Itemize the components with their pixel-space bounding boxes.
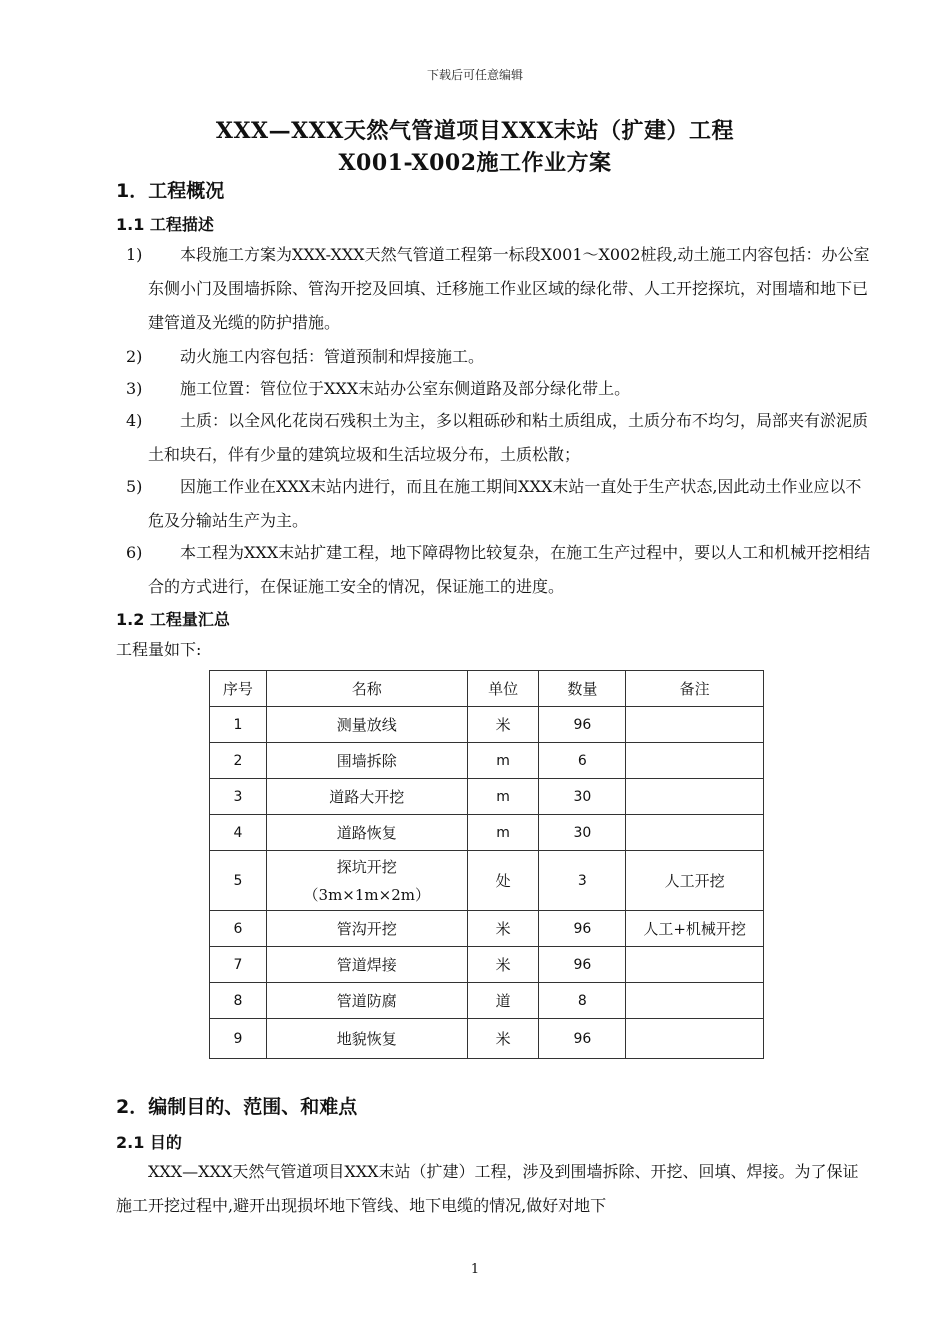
- list-item-number: 2): [126, 347, 143, 366]
- cell-no: 2: [210, 743, 267, 779]
- list-item: [116, 340, 876, 374]
- cell-name-line: 探坑开挖: [336, 857, 397, 876]
- table-row: [210, 947, 764, 983]
- table-header-row: [210, 671, 764, 707]
- list-item-number: 6): [126, 543, 143, 562]
- cell-note: 人工+机械开挖: [626, 911, 764, 947]
- section-2-1-heading: 2.1 目的: [116, 1133, 182, 1152]
- cell-note: [626, 983, 764, 1019]
- cell-no: 9: [210, 1019, 267, 1059]
- section-1-heading: 1．工程概况: [116, 180, 225, 202]
- cell-name: 地貌恢复: [266, 1019, 467, 1059]
- cell-qty: 30: [539, 815, 626, 851]
- cell-unit: 道: [467, 983, 539, 1019]
- cell-unit: 米: [467, 707, 539, 743]
- page-number: 1: [470, 1262, 480, 1277]
- list-item-text: 本工程为XXX末站扩建工程，地下障碍物比较复杂，在施工生产过程中，要以人工和机械开挖相结合的方式进行，在保证施工安全的情况，保证施工的进度。: [148, 543, 871, 596]
- section-1-2-heading: 1.2 工程量汇总: [116, 610, 230, 629]
- cell-note: 人工开挖: [626, 851, 764, 911]
- list-item-number: 1): [126, 245, 143, 264]
- table-row: [210, 983, 764, 1019]
- document-subtitle: X001-X002施工作业方案: [338, 150, 612, 176]
- table-row: [210, 911, 764, 947]
- cell-qty: 96: [539, 911, 626, 947]
- list-item-text: 土质：以全风化花岗石残积土为主，多以粗砾砂和粘土质组成，土质分布不均匀，局部夹有淤泥质土和块石，伴有少量的建筑垃圾和生活垃圾分布，土质松散；: [148, 411, 869, 464]
- cell-name-dimensions: （3m×1m×2m）: [303, 885, 430, 904]
- cell-name: 管道防腐: [266, 983, 467, 1019]
- list-item: [116, 470, 876, 538]
- cell-no: 8: [210, 983, 267, 1019]
- cell-unit: 米: [467, 911, 539, 947]
- cell-name: [266, 851, 467, 911]
- section-1-1-heading: 1.1 工程描述: [116, 215, 214, 234]
- cell-name: 道路大开挖: [266, 779, 467, 815]
- list-item-text: 施工位置：管位位于XXX末站办公室东侧道路及部分绿化带上。: [180, 379, 631, 398]
- column-header: 名称: [266, 671, 467, 707]
- table-row: [210, 1019, 764, 1059]
- list-item-text: 动火施工内容包括：管道预制和焊接施工。: [180, 347, 485, 366]
- list-item-number: 5): [126, 477, 143, 496]
- cell-unit: m: [467, 815, 539, 851]
- cell-no: 6: [210, 911, 267, 947]
- page-header: 下载后可任意编辑: [426, 68, 523, 82]
- cell-note: [626, 947, 764, 983]
- list-item: [116, 404, 876, 472]
- cell-no: 4: [210, 815, 267, 851]
- quantity-table: [209, 670, 764, 1059]
- list-item: [116, 238, 876, 340]
- column-header: 序号: [210, 671, 267, 707]
- column-header: 数量: [539, 671, 626, 707]
- cell-no: 3: [210, 779, 267, 815]
- cell-no: 5: [210, 851, 267, 911]
- column-header: 单位: [467, 671, 539, 707]
- column-header: 备注: [626, 671, 764, 707]
- cell-note: [626, 815, 764, 851]
- cell-qty: 96: [539, 1019, 626, 1059]
- cell-name: 道路恢复: [266, 815, 467, 851]
- cell-name: 围墙拆除: [266, 743, 467, 779]
- cell-note: [626, 743, 764, 779]
- cell-name: 管道焊接: [266, 947, 467, 983]
- cell-unit: 米: [467, 947, 539, 983]
- list-item: [116, 372, 876, 406]
- section-2-1-paragraph: XXX—XXX天然气管道项目XXX末站（扩建）工程，涉及到围墙拆除、开挖、回填、焊接。为了保证施工开挖过程中,避开出现损坏地下管线、地下电缆的情况,做好对地下: [116, 1162, 859, 1215]
- list-item: [116, 536, 876, 604]
- cell-no: 1: [210, 707, 267, 743]
- cell-unit: m: [467, 743, 539, 779]
- cell-name: 测量放线: [266, 707, 467, 743]
- cell-qty: 96: [539, 707, 626, 743]
- document-title: XXX—XXX天然气管道项目XXX末站（扩建）工程: [215, 118, 735, 144]
- cell-name: 管沟开挖: [266, 911, 467, 947]
- list-item-number: 4): [126, 411, 143, 430]
- cell-qty: 6: [539, 743, 626, 779]
- table-row: [210, 707, 764, 743]
- cell-unit: 米: [467, 1019, 539, 1059]
- table-row: [210, 743, 764, 779]
- cell-qty: 8: [539, 983, 626, 1019]
- cell-note: [626, 1019, 764, 1059]
- list-item-text: 因施工作业在XXX末站内进行，而且在施工期间XXX末站一直处于生产状态,因此动土作业应以不危及分输站生产为主。: [148, 477, 862, 530]
- section-2-heading: 2．编制目的、范围、和难点: [116, 1096, 358, 1118]
- table-row: [210, 779, 764, 815]
- table-intro: 工程量如下:: [116, 640, 202, 659]
- cell-no: 7: [210, 947, 267, 983]
- table-row: [210, 815, 764, 851]
- cell-note: [626, 707, 764, 743]
- cell-qty: 3: [539, 851, 626, 911]
- cell-qty: 30: [539, 779, 626, 815]
- list-item-text: 本段施工方案为XXX-XXX天然气管道工程第一标段X001～X002桩段,动土施工内容包括：办公室东侧小门及围墙拆除、管沟开挖及回填、迁移施工作业区域的绿化带、人工开挖探坑，对围墙和地下已建管道及光缆的防护措施。: [148, 245, 870, 332]
- table-row: [210, 851, 764, 911]
- cell-qty: 96: [539, 947, 626, 983]
- cell-note: [626, 779, 764, 815]
- list-item-number: 3): [126, 379, 143, 398]
- cell-unit: 处: [467, 851, 539, 911]
- cell-unit: m: [467, 779, 539, 815]
